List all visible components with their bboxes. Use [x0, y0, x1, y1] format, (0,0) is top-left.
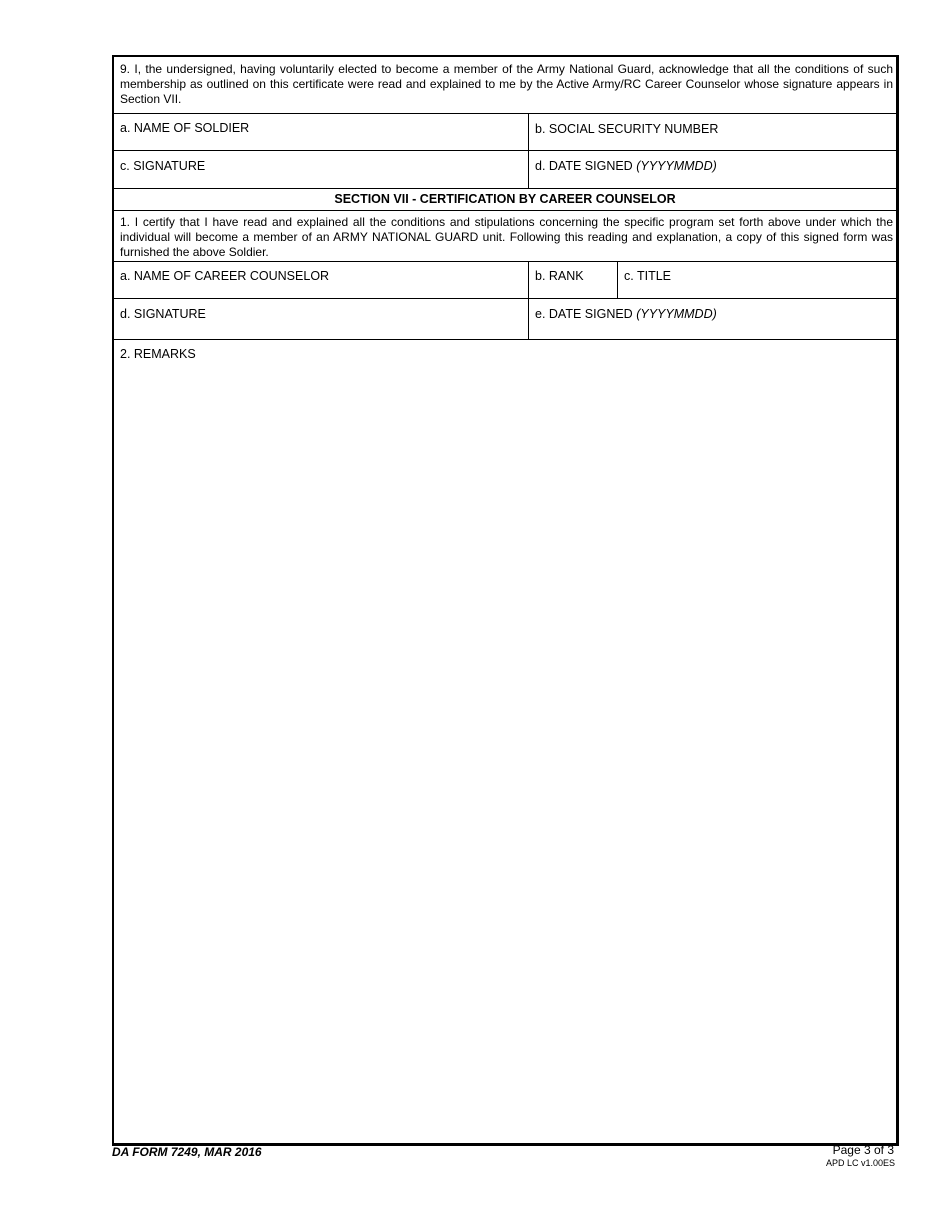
- soldier-name-field[interactable]: [114, 114, 528, 150]
- counselor-title-label: c. TITLE: [624, 269, 672, 283]
- soldier-date-format: (YYYYMMDD): [636, 159, 717, 173]
- page-number: Page 3 of 3: [832, 1143, 894, 1157]
- item9-statement-row: [114, 57, 896, 114]
- soldier-date-label: [529, 151, 896, 174]
- counselor-date-label-text: e. DATE SIGNED: [535, 307, 633, 321]
- item9-statement: 9. I, the undersigned, having voluntarily elected to become a member of the Army National Guard, acknowledge that all the conditions of such membership as outlined on this certificate were read and explained to me by the Active Army/RC Career Counselor whose signature appears in Section VII.: [120, 62, 893, 106]
- form-version: APD LC v1.00ES: [825, 1158, 895, 1168]
- certification-statement-row: [114, 211, 896, 262]
- soldier-date-field[interactable]: [528, 151, 896, 188]
- ssn-label: b. SOCIAL SECURITY NUMBER: [535, 122, 719, 136]
- counselor-title-field[interactable]: [617, 262, 896, 298]
- soldier-signature-date-row: [114, 151, 896, 189]
- remarks-label: 2. REMARKS: [120, 347, 196, 361]
- counselor-signature-date-row: [114, 299, 896, 340]
- counselor-name-rank-title-row: [114, 262, 896, 299]
- counselor-date-format: (YYYYMMDD): [636, 307, 717, 321]
- section7-title: SECTION VII - CERTIFICATION BY CAREER COUNSELOR: [334, 192, 676, 206]
- form-page: [112, 55, 899, 1146]
- counselor-signature-label: d. SIGNATURE: [120, 307, 206, 321]
- counselor-name-field[interactable]: [114, 262, 528, 298]
- ssn-field[interactable]: [528, 114, 896, 150]
- soldier-signature-label: c. SIGNATURE: [120, 159, 206, 173]
- counselor-name-label: a. NAME OF CAREER COUNSELOR: [120, 269, 330, 283]
- remarks-field[interactable]: [114, 340, 896, 1143]
- soldier-signature-field[interactable]: [114, 151, 528, 188]
- counselor-date-field[interactable]: [528, 299, 896, 339]
- soldier-date-label-text: d. DATE SIGNED: [535, 159, 633, 173]
- form-identifier: DA FORM 7249, MAR 2016: [112, 1145, 262, 1159]
- soldier-name-ssn-row: [114, 114, 896, 151]
- certification-statement: 1. I certify that I have read and explained all the conditions and stipulations concerning the specific program set forth above under which the individual will become a member of an ARMY NATIONAL GUARD unit. Following this reading and explanation, a copy of this signed form was furnished the above Soldier.: [120, 215, 893, 259]
- counselor-rank-label: b. RANK: [535, 269, 584, 283]
- counselor-rank-field[interactable]: [528, 262, 617, 298]
- section7-header-row: [114, 189, 896, 211]
- soldier-name-label: a. NAME OF SOLDIER: [120, 121, 250, 135]
- counselor-date-label: [529, 299, 896, 322]
- counselor-signature-field[interactable]: [114, 299, 528, 339]
